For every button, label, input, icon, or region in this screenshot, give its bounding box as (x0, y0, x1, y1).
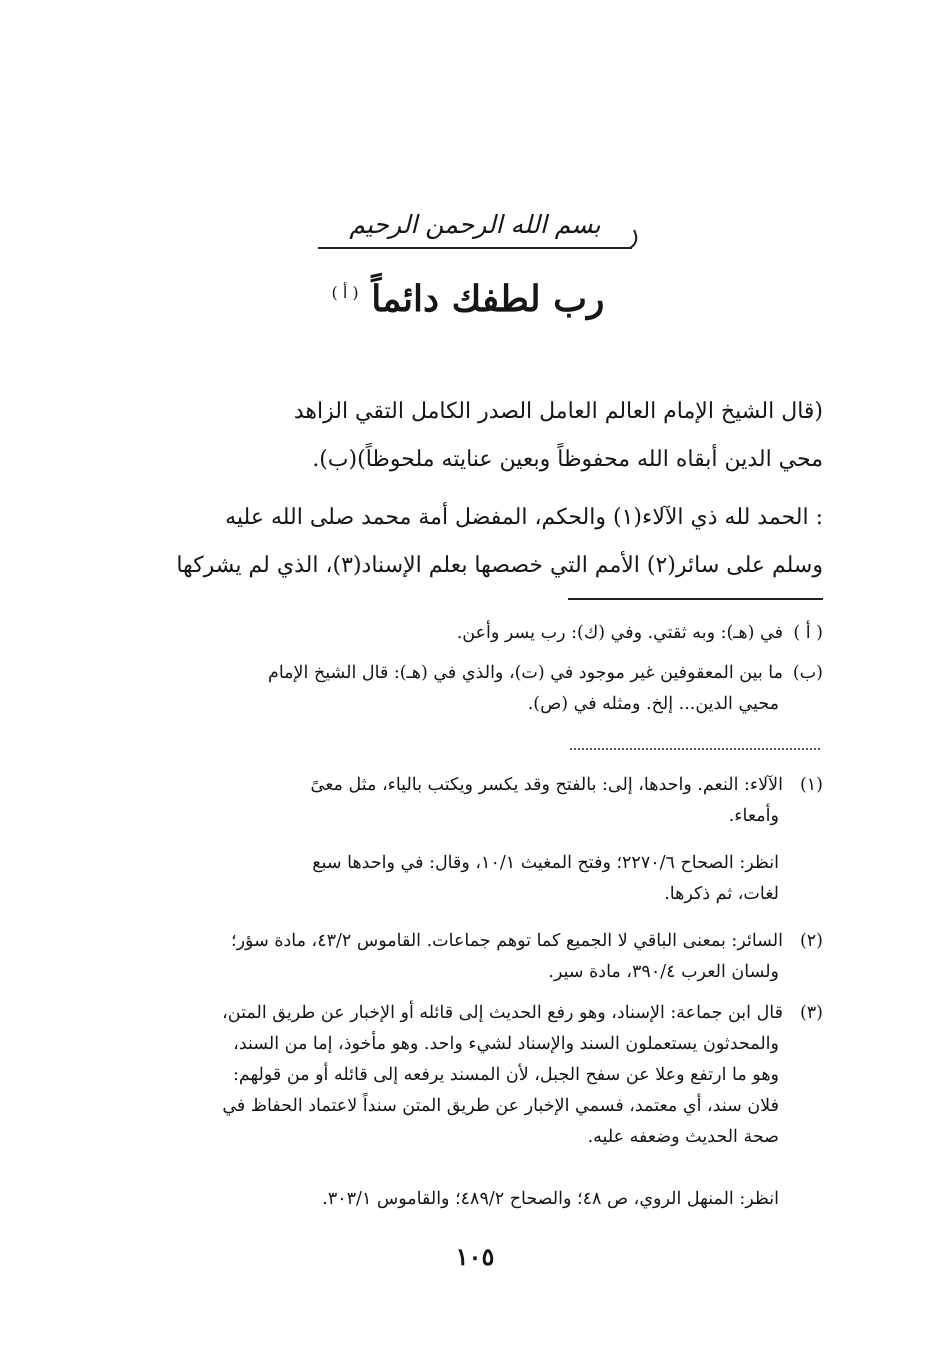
note-text: في (هـ): وبه ثقتي. وفي (ك): رب يسر وأعن. (456, 623, 783, 643)
basmala-calligraphy (300, 204, 650, 260)
body-paragraph-2 (128, 494, 823, 590)
title-note-ref: ( أ ) (331, 283, 359, 302)
footnote-text: والمحدثون يستعملون السند والإسناد لشيء واحد. وهو مأخوذ، إما من السند، (233, 1034, 779, 1054)
body-line: محي الدين أبقاه الله محفوظاً وبعين عنايته ملحوظاً)(ب). (312, 447, 823, 472)
footnote-marker: (٣) (799, 1003, 823, 1023)
body-line: (قال الشيخ الإمام العالم العامل الصدر الكامل التقي الزاهد (293, 399, 823, 424)
footnote-source-text: انظر: الصحاح ٢٢٧٠/٦؛ وفتح المغيث ١٠/١، وقال: في واحدها سبع (312, 853, 779, 873)
basmala-text: بسم الله الرحمن الرحيم (349, 210, 601, 239)
note-marker: ( أ ) (793, 623, 823, 643)
body-line: : الحمد لله ذي الآلاء(١) والحكم، المفضل أمة محمد صلى الله عليه (225, 505, 823, 530)
notes-divider (570, 748, 820, 750)
footnote-text: الآلاء: النعم. واحدها، إلى: بالفتح وقد يكسر ويكتب بالياء، مثل معىً (310, 775, 783, 795)
body-line: وسلم على سائر(٢) الأمم التي خصصها بعلم الإسناد(٣)، الذي لم يشركها (176, 553, 823, 578)
note-text: ما بين المعقوفين غير موجود في (ت)، والذي في (هـ): قال الشيخ الإمام (268, 663, 783, 683)
note-marker: (ب) (792, 663, 823, 683)
footnote-source (128, 848, 823, 910)
footnote-text: قال ابن جماعة: الإسناد، وهو رفع الحديث إلى قائله أو الإخبار عن طريق المتن، (222, 1003, 783, 1023)
footnote-source (128, 1184, 823, 1215)
variant-note (128, 618, 823, 649)
footnote-source-text: انظر: المنهل الروي، ص ٤٨؛ والصحاح ٤٨٩/٢؛ والقاموس ٣٠٣/١. (322, 1189, 779, 1209)
title-text: رب لطفك دائماً (371, 278, 605, 320)
footnote (128, 926, 823, 988)
footnote (128, 770, 823, 832)
body-paragraph-1 (128, 388, 823, 484)
footnote-marker: (١) (799, 775, 823, 795)
footnote-separator (568, 598, 823, 600)
footnote-text: السائر: بمعنى الباقي لا الجميع كما توهم جماعات. القاموس ٤٣/٢، مادة سؤر؛ (231, 931, 783, 951)
footnote-text: وأمعاء. (728, 806, 779, 826)
variant-note (128, 658, 823, 720)
footnote (128, 998, 823, 1153)
footnote-text: صحة الحديث وضعفه عليه. (587, 1127, 779, 1147)
footnote-text: ولسان العرب ٣٩٠/٤، مادة سير. (548, 962, 779, 982)
footnote-text: وهو ما ارتفع وعلا عن سفح الجبل، لأن المسند يرفعه إلى قائله أو من قولهم: (232, 1065, 779, 1085)
page-number: ١٠٥ (455, 1242, 495, 1271)
footnote-marker: (٢) (799, 931, 823, 951)
note-text: محيي الدين... إلخ. ومثله في (ص). (527, 694, 779, 714)
footnote-source-text: لغات، ثم ذكرها. (664, 884, 779, 904)
footnote-text: فلان سند، أي معتمد، فسمي الإخبار عن طريق المتن سنداً لاعتماد الحفاظ في (222, 1096, 779, 1116)
page-title (318, 278, 618, 320)
